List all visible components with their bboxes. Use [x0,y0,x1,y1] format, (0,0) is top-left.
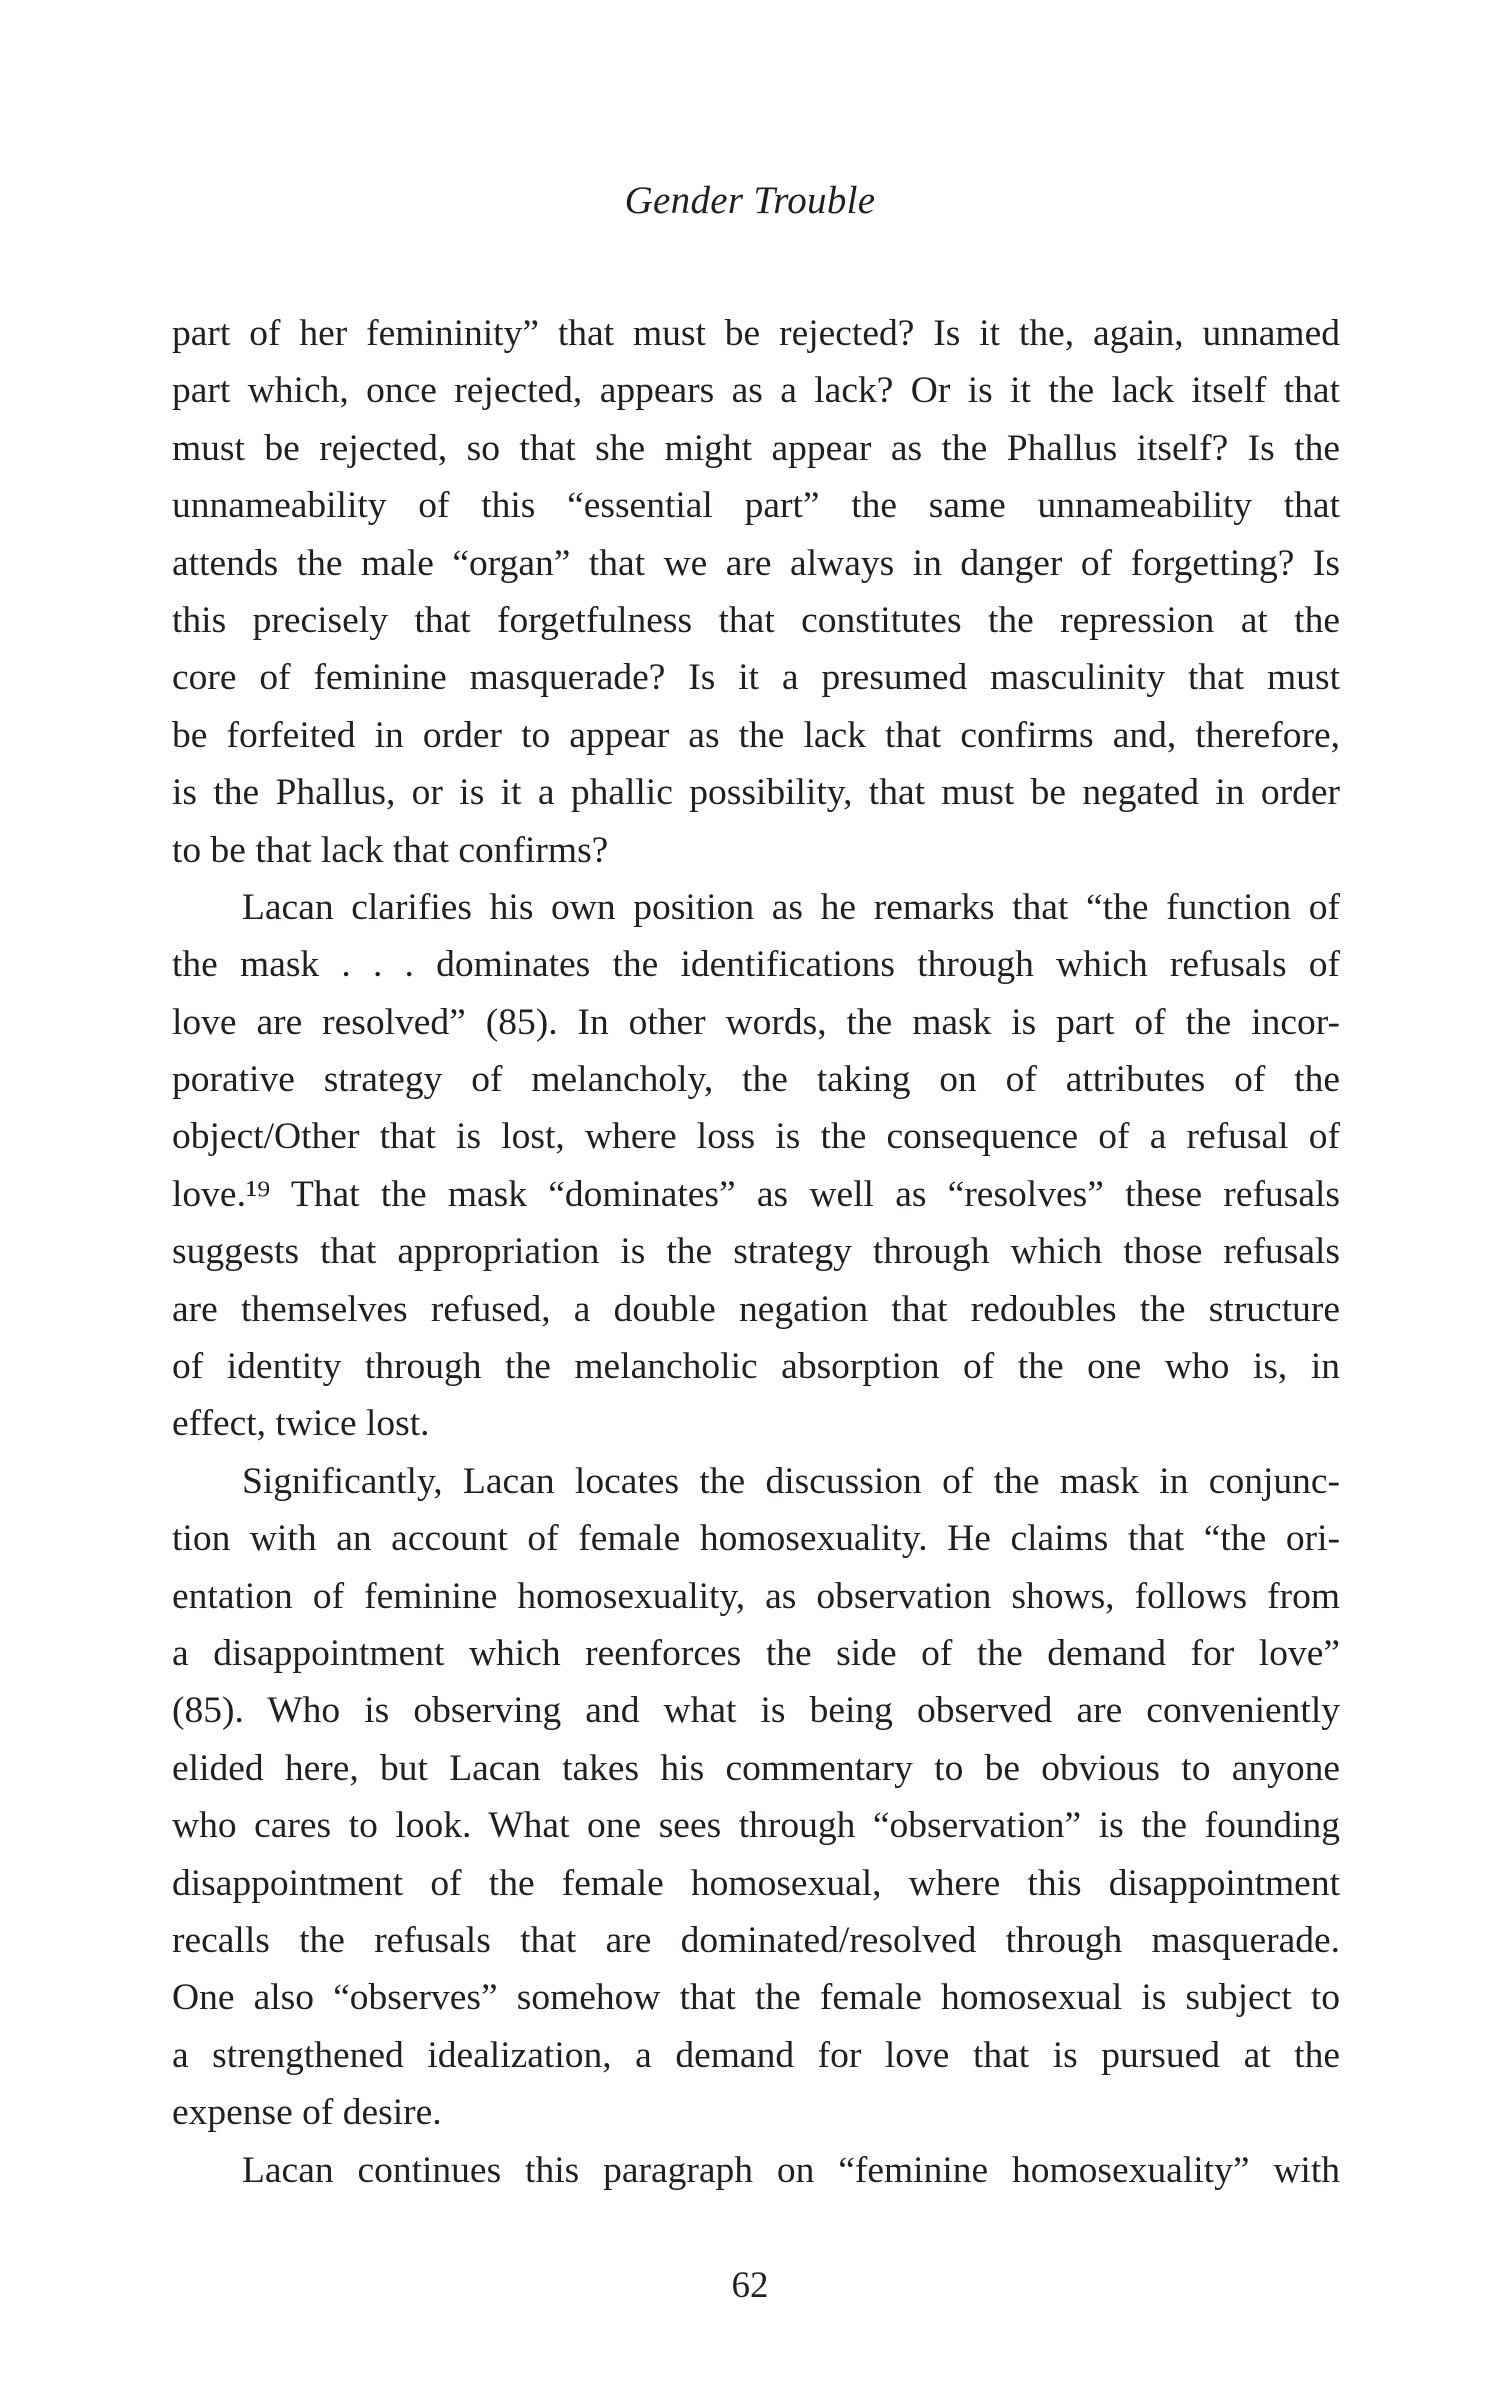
text-line: to be that lack that confirms? [172,829,609,871]
text-line: elided here, but Lacan takes his commentary to be obvious to anyone [172,1747,1340,1789]
text-line: recalls the refusals that are dominated/resolved through masquerade. [172,1919,1340,1961]
text-line: One also “observes” somehow that the female homosexual is subject to [172,1977,1340,2019]
text-line: love are resolved” (85). In other words, the mask is part of the incor- [172,1001,1340,1043]
paragraph [172,305,1340,879]
page-number: 62 [731,2265,769,2306]
text-line: Significantly, Lacan locates the discussion of the mask in conjunc- [242,1460,1340,1502]
text-line: disappointment of the female homosexual, where this disappointment [172,1862,1340,1904]
paragraph [172,2142,1340,2199]
text-line: is the Phallus, or is it a phallic possibility, that must be negated in order [172,772,1340,814]
text-line: of identity through the melancholic absorption of the one who is, in [172,1346,1340,1388]
text-line: are themselves refused, a double negation that redoubles the structure [172,1288,1340,1330]
text-line: who cares to look. What one sees through “observation” is the founding [172,1805,1340,1847]
text-line: attends the male “organ” that we are always in danger of forgetting? Is [172,542,1340,584]
text-line: effect, twice lost. [172,1403,430,1445]
text-line: part which, once rejected, appears as a lack? Or is it the lack itself that [172,370,1340,412]
text-line: (85). Who is observing and what is being observed are conveniently [172,1690,1340,1732]
paragraph [172,879,1340,1453]
text-line: a strengthened idealization, a demand for love that is pursued at the [172,2034,1340,2076]
text-line: love.¹⁹ That the mask “dominates” as well as “resolves” these refusals [172,1173,1340,1215]
text-line: Lacan continues this paragraph on “feminine homosexuality” with [242,2149,1340,2191]
text-line: must be rejected, so that she might appear as the Phallus itself? Is the [172,427,1340,469]
text-line: be forfeited in order to appear as the lack that confirms and, therefore, [172,714,1340,756]
paragraph [172,1453,1340,2142]
text-line: object/Other that is lost, where loss is the consequence of a refusal of [172,1116,1340,1158]
text-line: tion with an account of female homosexuality. He claims that “the ori- [172,1518,1340,1560]
text-line: porative strategy of melancholy, the taking on of attributes of the [172,1059,1340,1101]
body-text [172,305,1340,2199]
text-line: this precisely that forgetfulness that constitutes the repression at the [172,599,1340,641]
text-line: part of her femininity” that must be rejected? Is it the, again, unnamed [172,313,1340,354]
text-line: core of feminine masquerade? Is it a presumed masculinity that must [172,657,1340,699]
text-line: expense of desire. [172,2092,442,2134]
running-head: Gender Trouble [624,179,876,222]
text-line: entation of feminine homosexuality, as observation shows, follows from [172,1575,1340,1617]
text-line: the mask . . . dominates the identifications through which refusals of [172,944,1340,986]
text-line: unnameability of this “essential part” the same unnameability that [172,485,1340,527]
text-line: a disappointment which reenforces the side of the demand for love” [172,1632,1340,1674]
text-line: suggests that appropriation is the strategy through which those refusals [172,1231,1340,1273]
text-line: Lacan clarifies his own position as he remarks that “the function of [242,886,1340,928]
